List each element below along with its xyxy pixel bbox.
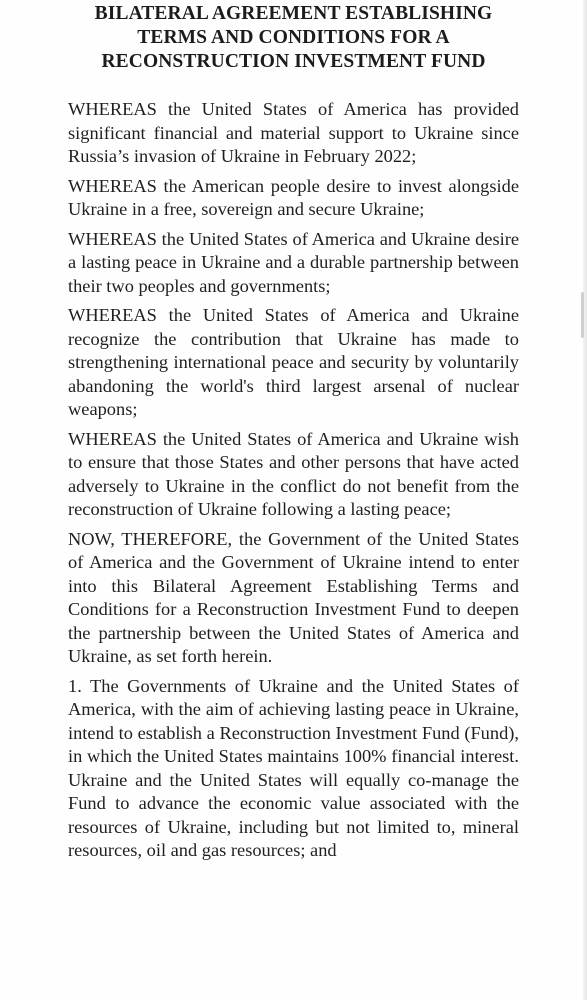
- title-line-3: RECONSTRUCTION INVESTMENT FUND: [101, 51, 486, 72]
- now-therefore-paragraph: NOW, THEREFORE, the Government of the United States of America and the Government of Ukraine intend to enter into this Bilateral Agreement Establishing Terms and Conditions for a Reconstruction Investment Fund to deepen the partnership between the United States of America and Ukraine, as set forth herein.: [68, 528, 519, 666]
- page-edge: [583, 0, 587, 1000]
- whereas-adverse-paragraph: WHEREAS the United States of America and Ukraine wish to ensure that those States and other persons that have acted adversely to Ukraine in the conflict do not benefit from the reconstruction of Ukraine following a lasting peace;: [68, 428, 519, 519]
- document-body: [68, 98, 519, 863]
- whereas-support-paragraph: WHEREAS the United States of America has provided significant financial and material support to Ukraine since Russia’s invasion of Ukraine in February 2022;: [68, 99, 519, 166]
- whereas-nuclear-paragraph: WHEREAS the United States of America and Ukraine recognize the contribution that Ukraine has made to strengthening international peace and security by voluntarily abandoning the world's third largest arsenal of nuclear weapons;: [68, 305, 519, 419]
- whereas-peace-paragraph: WHEREAS the United States of America and Ukraine desire a lasting peace in Ukraine and a durable partnership between their two peoples and governments;: [68, 228, 519, 296]
- whereas-invest-paragraph: WHEREAS the American people desire to invest alongside Ukraine in a free, sovereign and secure Ukraine;: [68, 175, 519, 219]
- title-line-1: BILATERAL AGREEMENT ESTABLISHING: [94, 3, 493, 24]
- title-line-2: TERMS AND CONDITIONS FOR A: [137, 27, 450, 48]
- scroll-indicator[interactable]: [581, 292, 584, 338]
- section-1-paragraph: 1. The Governments of Ukraine and the United States of America, with the aim of achieving lasting peace in Ukraine, intend to establish a Reconstruction Investment Fund (Fund), in which the United States maintains 100% financial interest. Ukraine and the United States will equally co-manage the Fund to advance the economic value associated with the resources of Ukraine, including but not limited to, mineral resources, oil and gas resources; and: [68, 675, 519, 860]
- document-title: [40, 2, 547, 74]
